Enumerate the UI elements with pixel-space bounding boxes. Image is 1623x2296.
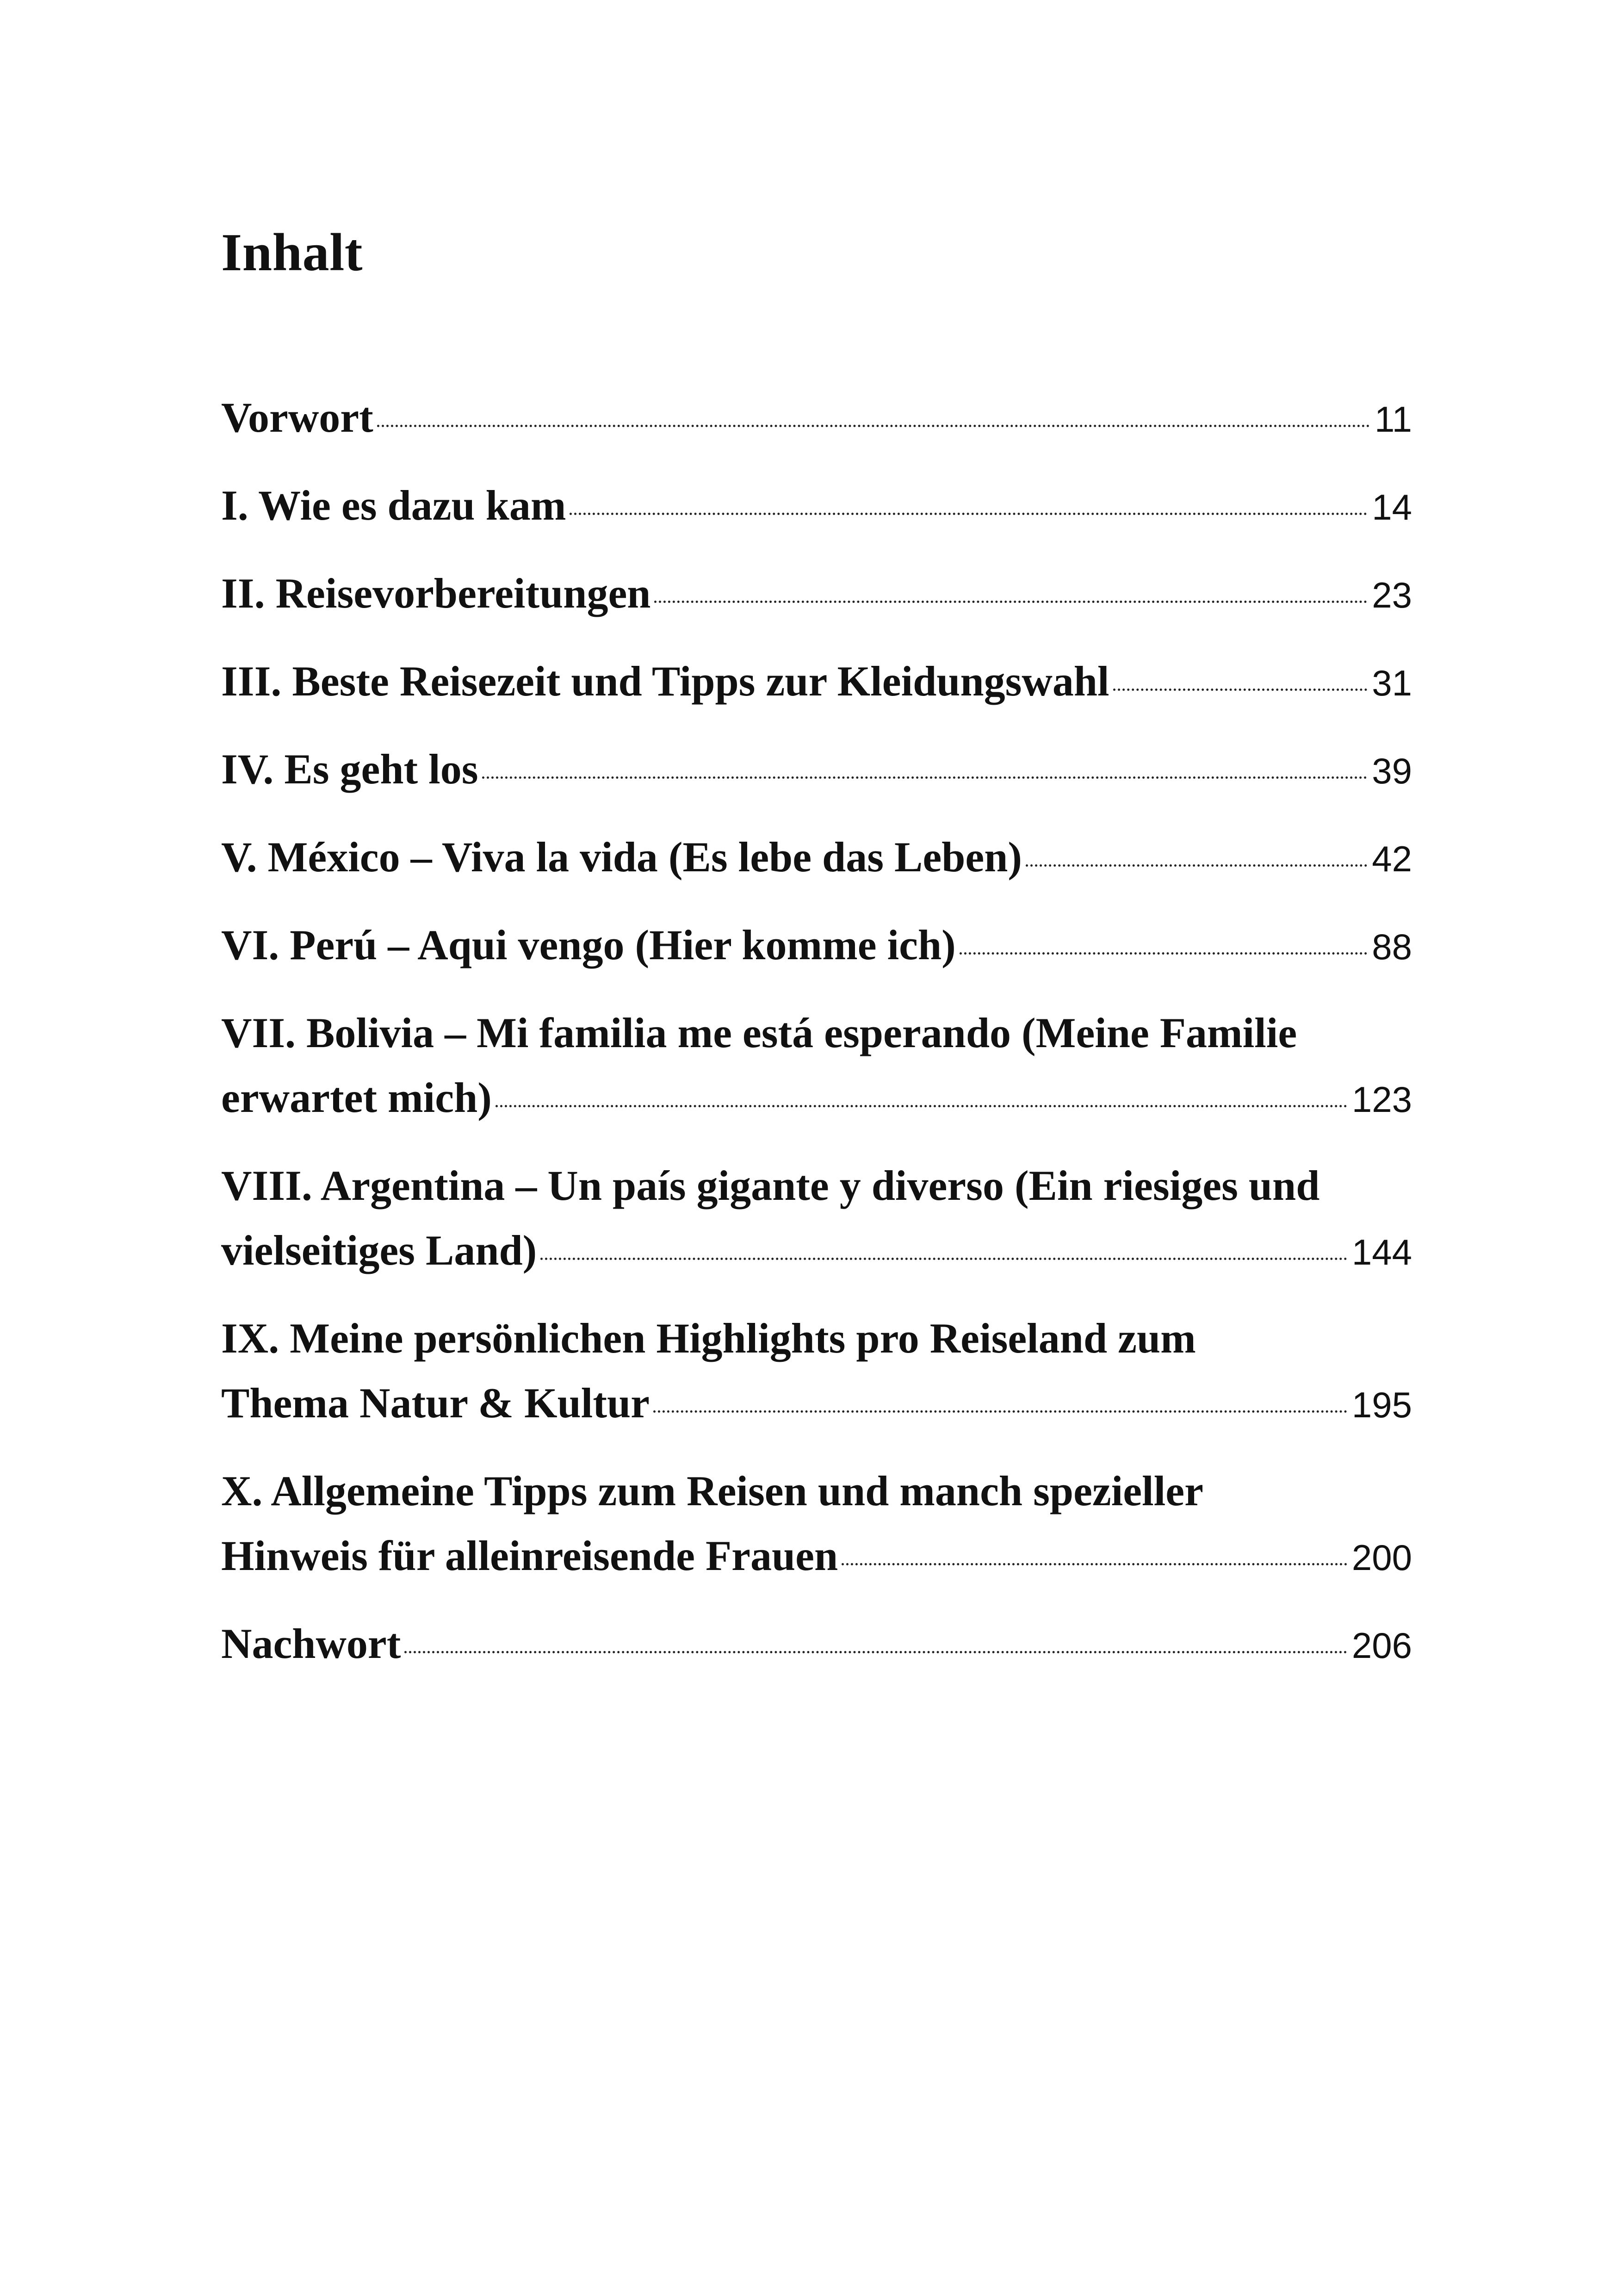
toc-entry-first-line (221, 1153, 1412, 1218)
toc-entry-title: Vorwort (221, 394, 373, 441)
toc-page-number: 123 (1351, 1079, 1412, 1120)
dot-leader (654, 601, 1367, 603)
toc-page-number: 39 (1372, 751, 1412, 791)
toc-entry-title: VIII. Argentina – Un país gigante y diverso (Ein riesiges und (221, 1162, 1320, 1209)
toc-title: Inhalt (221, 223, 363, 282)
dot-leader (1026, 864, 1367, 867)
toc-entry-title-continued: erwartet mich) (221, 1074, 492, 1121)
toc-entry-title: IV. Es geht los (221, 745, 478, 793)
toc-entry-line (221, 561, 1412, 627)
toc-entry-chapter-10[interactable] (221, 1458, 1412, 1590)
dot-leader (540, 1258, 1347, 1260)
toc-entry-nachwort[interactable] (221, 1611, 1412, 1678)
toc-entry-title: IX. Meine persönlichen Highlights pro Reiseland zum (221, 1315, 1196, 1362)
dot-leader (482, 776, 1368, 779)
toc-entry-line (221, 1523, 1412, 1590)
toc-entry-title-continued: Hinweis für alleinreisende Frauen (221, 1532, 838, 1579)
toc-list (221, 385, 1412, 1699)
toc-entry-title: V. México – Viva la vida (Es lebe das Leben) (221, 833, 1022, 881)
toc-entry-chapter-6[interactable] (221, 912, 1412, 979)
toc-entry-line (221, 1218, 1412, 1285)
toc-entry-line (221, 473, 1412, 540)
dot-leader (496, 1105, 1347, 1107)
toc-entry-line (221, 825, 1412, 891)
toc-page-number: 11 (1375, 399, 1412, 440)
dot-leader (842, 1563, 1347, 1565)
toc-entry-line (221, 912, 1412, 979)
toc-entry-title: VI. Perú – Aqui vengo (Hier komme ich) (221, 921, 956, 968)
toc-entry-title: I. Wie es dazu kam (221, 482, 566, 529)
toc-entry-line (221, 1611, 1412, 1678)
toc-entry-chapter-8[interactable] (221, 1153, 1412, 1285)
toc-entry-first-line (221, 1458, 1412, 1523)
dot-leader (960, 952, 1367, 955)
toc-page-number: 206 (1351, 1625, 1412, 1666)
dot-leader (653, 1410, 1347, 1413)
toc-page-number: 14 (1372, 487, 1412, 527)
toc-entry-chapter-3[interactable] (221, 649, 1412, 715)
toc-entry-title: VII. Bolivia – Mi familia me está esperando (Meine Familie (221, 1009, 1297, 1056)
toc-entry-first-line (221, 1000, 1412, 1065)
toc-entry-title: III. Beste Reisezeit und Tipps zur Kleidungswahl (221, 658, 1109, 705)
toc-page-number: 200 (1351, 1537, 1412, 1578)
toc-page-number: 31 (1372, 663, 1412, 703)
toc-entry-vorwort[interactable] (221, 385, 1412, 452)
dot-leader (377, 425, 1370, 427)
toc-entry-chapter-4[interactable] (221, 737, 1412, 803)
toc-page-number: 42 (1372, 838, 1412, 879)
toc-entry-line (221, 737, 1412, 803)
toc-entry-title: Nachwort (221, 1620, 401, 1667)
toc-page-number: 195 (1351, 1384, 1412, 1425)
toc-page-number: 23 (1372, 575, 1412, 615)
toc-entry-title: X. Allgemeine Tipps zum Reisen und manch spezieller (221, 1467, 1203, 1514)
toc-entry-line (221, 1371, 1412, 1437)
dot-leader (404, 1651, 1347, 1653)
toc-entry-chapter-5[interactable] (221, 825, 1412, 891)
toc-entry-first-line (221, 1306, 1412, 1371)
toc-entry-title-continued: Thema Natur & Kultur (221, 1379, 650, 1427)
toc-entry-line (221, 649, 1412, 715)
dot-leader (570, 513, 1367, 515)
toc-entry-title: II. Reisevorbereitungen (221, 570, 651, 617)
toc-entry-chapter-2[interactable] (221, 561, 1412, 627)
toc-entry-line (221, 385, 1412, 452)
toc-page-number: 144 (1351, 1232, 1412, 1272)
dot-leader (1113, 689, 1368, 691)
toc-entry-chapter-7[interactable] (221, 1000, 1412, 1132)
toc-entry-chapter-9[interactable] (221, 1306, 1412, 1437)
toc-entry-title-continued: vielseitiges Land) (221, 1227, 537, 1274)
toc-page-number: 88 (1372, 926, 1412, 967)
toc-entry-line (221, 1065, 1412, 1132)
toc-entry-chapter-1[interactable] (221, 473, 1412, 540)
